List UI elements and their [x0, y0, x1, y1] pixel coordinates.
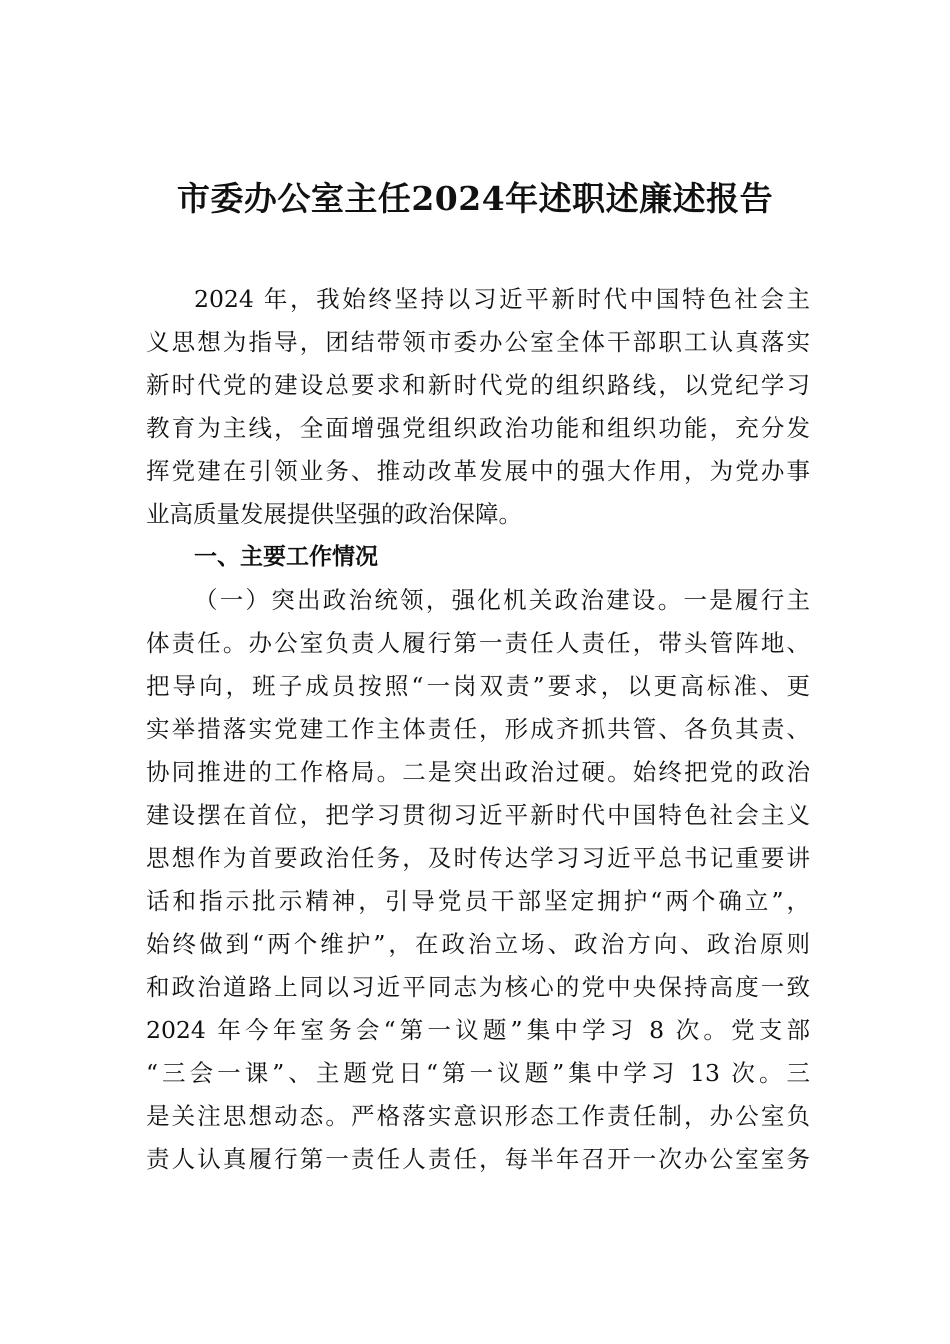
document-title: 市委办公室主任2024年述职述廉述报告 — [176, 179, 774, 218]
paragraph-line: 实举措落实党建工作主体责任，形成齐抓共管、各负其责、 — [146, 715, 810, 743]
paragraph-line: 挥党建在引领业务、推动改革发展中的强大作用，为党办事 — [146, 457, 810, 485]
paragraph-line: 和政治道路上同以习近平同志为核心的党中央保持高度一致 — [146, 973, 810, 1001]
paragraph-line: “三会一课”、主题党日“第一议题”集中学习 13 次。三 — [146, 1059, 810, 1087]
paragraph-line: 体责任。办公室负责人履行第一责任人责任，带头管阵地、 — [146, 629, 810, 657]
intro-paragraph — [146, 278, 810, 1181]
paragraph-line: 新时代党的建设总要求和新时代党的组织路线，以党纪学习 — [146, 371, 810, 399]
paragraph-line: 教育为主线，全面增强党组织政治功能和组织功能，充分发 — [146, 414, 810, 442]
paragraph-line: 思想作为首要政治任务，及时传达学习习近平总书记重要讲 — [146, 844, 810, 872]
paragraph-line: 2024 年今年室务会“第一议题”集中学习 8 次。党支部 — [146, 1016, 810, 1044]
paragraph-line: （一）突出政治统领，强化机关政治建设。一是履行主 — [194, 586, 810, 614]
paragraph-line: 始终做到“两个维护”，在政治立场、政治方向、政治原则 — [146, 930, 810, 958]
paragraph-line: 建设摆在首位，把学习贯彻习近平新时代中国特色社会主义 — [146, 801, 810, 829]
paragraph-line: 话和指示批示精神，引导党员干部坚定拥护“两个确立”， — [146, 887, 810, 915]
paragraph-line: 责人认真履行第一责任人责任，每半年召开一次办公室室务 — [146, 1145, 810, 1173]
paragraph-line: 把导向，班子成员按照“一岗双责”要求，以更高标准、更 — [146, 672, 810, 700]
paragraph-line: 义思想为指导，团结带领市委办公室全体干部职工认真落实 — [146, 328, 810, 356]
paragraph-line: 协同推进的工作格局。二是突出政治过硬。始终把党的政治 — [146, 758, 810, 786]
paragraph-line: 是关注思想动态。严格落实意识形态工作责任制，办公室负 — [146, 1102, 810, 1130]
section-heading: 一、主要工作情况 — [194, 544, 378, 570]
paragraph-line: 2024 年，我始终坚持以习近平新时代中国特色社会主 — [194, 285, 810, 313]
paragraph-line: 业高质量发展提供坚强的政治保障。 — [146, 500, 522, 528]
